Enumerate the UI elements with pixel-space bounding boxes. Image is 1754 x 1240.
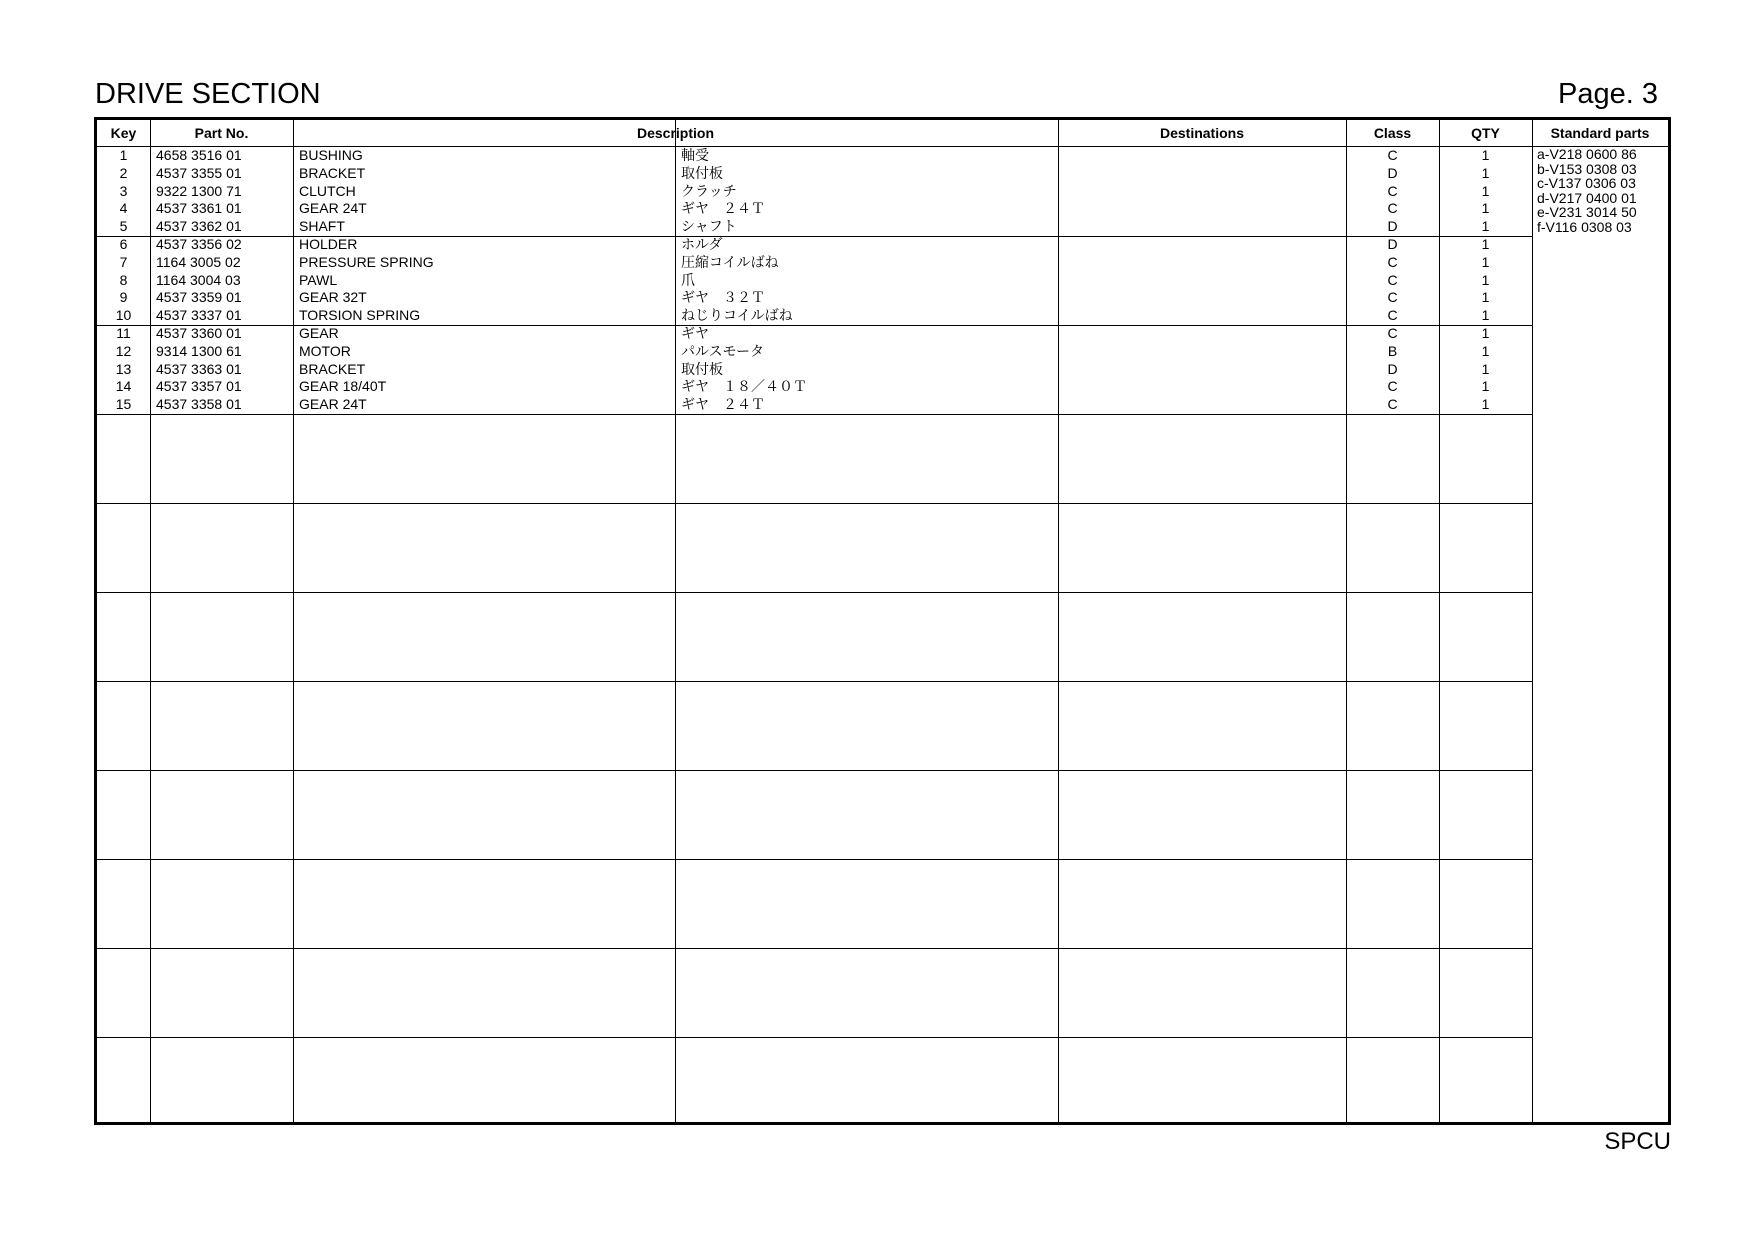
cell-qty: 1 (1481, 218, 1490, 235)
cell-part-no: 4537 3355 01 (156, 164, 242, 181)
standard-part-item: f-V116 0308 03 (1537, 218, 1632, 235)
cell-description-en: BRACKET (299, 164, 366, 181)
header-qty: QTY (1471, 125, 1500, 141)
cell-description-en: MOTOR (299, 342, 351, 359)
header-key: Key (110, 125, 137, 141)
cell-key: 7 (119, 253, 128, 270)
cell-qty: 1 (1481, 307, 1490, 324)
cell-description-en: GEAR 32T (299, 289, 367, 306)
cell-part-no: 4537 3360 01 (156, 325, 242, 341)
cell-description-en: CLUTCH (299, 182, 356, 199)
header-standard-parts: Standard parts (1550, 125, 1650, 141)
cell-description-jp: ギヤ ２４Ｔ (681, 200, 765, 217)
cell-description-jp: ギヤ １８／４０Ｔ (681, 378, 807, 395)
cell-description-jp: 取付板 (681, 164, 723, 181)
cell-class: C (1387, 253, 1398, 270)
standard-parts-list (1537, 147, 1637, 235)
cell-description-en: TORSION SPRING (299, 307, 421, 324)
cell-description-en: PRESSURE SPRING (299, 253, 434, 270)
cell-class: C (1387, 289, 1398, 306)
cell-class: D (1387, 360, 1398, 377)
cell-description-en: GEAR 24T (299, 396, 367, 413)
cell-part-no: 1164 3004 03 (156, 271, 241, 288)
cell-description-jp: パルスモータ (681, 342, 765, 359)
cell-description-jp: ねじりコイルばね (681, 307, 793, 324)
cell-qty: 1 (1481, 342, 1490, 359)
header-destinations: Destinations (1159, 125, 1244, 141)
cell-class: C (1387, 182, 1398, 199)
cell-key: 11 (116, 325, 131, 341)
cell-part-no: 4537 3357 01 (156, 378, 242, 395)
cell-description-en: SHAFT (299, 218, 345, 235)
standard-part-item: b-V153 0308 03 (1537, 160, 1637, 177)
cell-description-jp: 軸受 (681, 147, 709, 163)
cell-description-jp: 爪 (681, 271, 695, 288)
cell-class: C (1387, 396, 1398, 413)
cell-description-jp: ホルダ (681, 236, 723, 252)
page-number: Page. 3 (1558, 78, 1658, 110)
cell-part-no: 4537 3358 01 (156, 396, 242, 413)
cell-class: C (1387, 325, 1398, 341)
cell-qty: 1 (1481, 182, 1490, 199)
cell-description-jp: 圧縮コイルばね (681, 253, 779, 270)
footer-code: SPCU (1604, 1128, 1671, 1155)
cell-part-no: 4537 3363 01 (156, 360, 242, 377)
cell-class: C (1387, 378, 1398, 395)
cell-part-no: 9314 1300 61 (156, 342, 242, 359)
cell-description-en: BUSHING (299, 147, 363, 163)
cell-class: C (1387, 147, 1398, 163)
cell-description-en: BRACKET (299, 360, 366, 377)
cell-description-en: GEAR 24T (299, 200, 367, 217)
cell-description-en: PAWL (299, 271, 338, 288)
cell-qty: 1 (1481, 200, 1490, 217)
cell-part-no: 4537 3337 01 (156, 307, 242, 324)
cell-description-jp: ギヤ ２４Ｔ (681, 396, 765, 413)
cell-part-no: 1164 3005 02 (156, 253, 241, 270)
standard-part-item: a-V218 0600 86 (1537, 146, 1637, 162)
standard-part-item: c-V137 0306 03 (1537, 175, 1636, 192)
header-description: Description (636, 125, 714, 141)
cell-key: 14 (115, 378, 132, 395)
header-class: Class (1373, 125, 1412, 141)
cell-qty: 1 (1481, 289, 1490, 306)
cell-part-no: 4537 3361 01 (156, 200, 242, 217)
header-part-no: Part No. (194, 125, 249, 141)
cell-qty: 1 (1481, 360, 1490, 377)
standard-part-item: e-V231 3014 50 (1537, 204, 1637, 221)
cell-part-no: 4537 3362 01 (156, 218, 242, 235)
cell-qty: 1 (1481, 378, 1490, 395)
cell-key: 4 (119, 200, 128, 217)
parts-table (94, 117, 1671, 1125)
cell-description-en: GEAR (299, 325, 339, 341)
cell-qty: 1 (1481, 253, 1490, 270)
cell-description-jp: ギヤ (681, 325, 709, 341)
cell-qty: 1 (1481, 147, 1490, 163)
cell-key: 15 (115, 396, 132, 413)
cell-description-jp: シャフト (681, 218, 737, 235)
cell-part-no: 9322 1300 71 (156, 182, 242, 199)
cell-class: B (1387, 342, 1398, 359)
cell-key: 2 (119, 164, 128, 181)
cell-class: C (1387, 307, 1398, 324)
cell-description-jp: 取付板 (681, 360, 723, 377)
cell-key: 9 (119, 289, 128, 306)
cell-class: D (1387, 236, 1398, 252)
cell-part-no: 4537 3359 01 (156, 289, 242, 306)
cell-description-en: GEAR 18/40T (299, 378, 387, 395)
cell-key: 1 (119, 147, 128, 163)
cell-qty: 1 (1481, 325, 1490, 341)
cell-class: C (1387, 200, 1398, 217)
standard-part-item: d-V217 0400 01 (1537, 189, 1637, 206)
cell-qty: 1 (1481, 236, 1490, 252)
cell-key: 8 (119, 271, 128, 288)
cell-qty: 1 (1481, 164, 1490, 181)
cell-class: D (1387, 164, 1398, 181)
cell-part-no: 4658 3516 01 (156, 147, 242, 163)
cell-qty: 1 (1481, 271, 1490, 288)
cell-qty: 1 (1481, 396, 1490, 413)
cell-description-jp: クラッチ (681, 182, 737, 199)
cell-key: 5 (119, 218, 128, 235)
cell-key: 6 (119, 236, 128, 252)
cell-key: 10 (115, 307, 132, 324)
cell-class: D (1387, 218, 1398, 235)
cell-key: 13 (115, 360, 132, 377)
cell-description-jp: ギヤ ３２Ｔ (681, 289, 765, 306)
cell-class: C (1387, 271, 1398, 288)
page-title: DRIVE SECTION (95, 78, 321, 110)
cell-part-no: 4537 3356 02 (156, 236, 242, 252)
cell-key: 3 (119, 182, 128, 199)
cell-key: 12 (115, 342, 132, 359)
cell-description-en: HOLDER (299, 236, 358, 252)
